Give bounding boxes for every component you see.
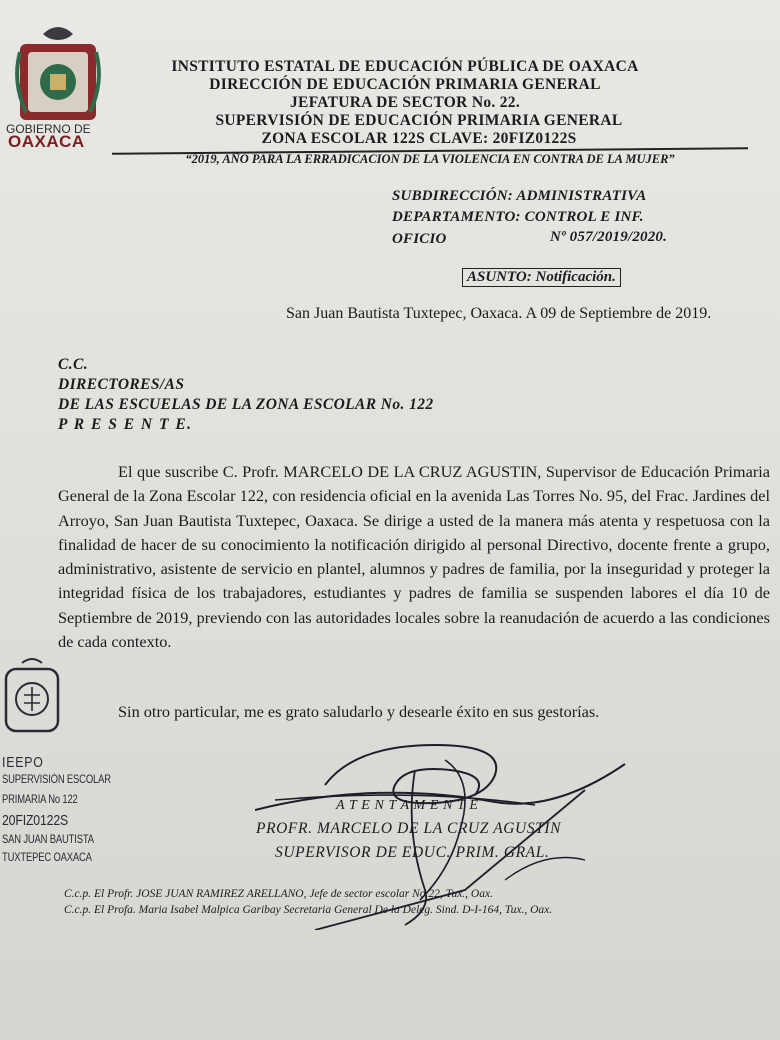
addressee-directors: DIRECTORES/AS bbox=[58, 376, 185, 393]
stamp-supervision: SUPERVISIÓN ESCOLAR bbox=[2, 774, 111, 786]
logo-label-oaxaca: OAXACA bbox=[8, 132, 85, 151]
stamp-ieepo: IEEPO bbox=[2, 754, 44, 771]
stamp-seal-icon bbox=[0, 655, 70, 755]
atentamente: A T E N T A M E N T E bbox=[336, 798, 479, 813]
oficio-number: Nº 057/2019/2020. bbox=[550, 229, 668, 245]
ccp-line-1: C.c.p. El Profr. JOSE JUAN RAMIREZ ARELLANO, Jefe de sector escolar No.22, Tux., Oax. bbox=[64, 888, 493, 900]
header-zone: ZONA ESCOLAR 122S CLAVE: 20FIZ0122S bbox=[261, 130, 577, 147]
ccp-line-2: C.c.p. El Profa. Maria Isabel Malpica Garibay Secretaria General De la Deleg. Sind. D-I-164, Tux., Oax. bbox=[64, 904, 553, 916]
logo-label-gobierno: GOBIERNO DE bbox=[6, 122, 91, 136]
oficio-label: OFICIO bbox=[392, 231, 447, 247]
stamp-tuxtepec: TUXTEPEC OAXACA bbox=[2, 852, 92, 864]
signer-title: SUPERVISOR DE EDUC. PRIM. GRAL. bbox=[275, 844, 550, 861]
letter-body: El que suscribe C. Profr. MARCELO DE LA CRUZ AGUSTIN, Supervisor de Educación Primaria General de la Zona Escolar 122, con residencia oficial en la avenida Las Torres No. 95, del Frac. Jardines del Arroyo, San Juan Bautista Tuxtepec, Oaxaca. Se dirige a usted de la manera más atenta y respetuosa con la finalidad de hacer de su conocimiento la notificación dirigido al personal Directivo, docente frente a grupo, administrativo, asistente de servicio en plantel, alumnos y padres de familia, por la inseguridad y proteger la integridad física de los trabajadores, estudiantes y padres de familia se suspenden labores el día 10 de Septiembre de 2019, previendo con las autoridades locales sobre la reanudación de acuerdo a las condiciones de cada contexto. bbox=[58, 462, 770, 652]
addressee-cc: C.C. bbox=[58, 356, 89, 373]
addressee-schools: DE LAS ESCUELAS DE LA ZONA ESCOLAR No. 122 bbox=[58, 396, 434, 413]
header-direction: DIRECCIÓN DE EDUCACIÓN PRIMARIA GENERAL bbox=[209, 76, 601, 93]
handwritten-signature-icon bbox=[255, 730, 635, 930]
departamento: DEPARTAMENTO: CONTROL E INF. bbox=[392, 209, 644, 225]
stamp-san-juan: SAN JUAN BAUTISTA bbox=[2, 834, 94, 846]
stamp-clave: 20FIZ0122S bbox=[2, 812, 69, 829]
header-supervision: SUPERVISIÓN DE EDUCACIÓN PRIMARIA GENERAL bbox=[215, 112, 623, 129]
subdireccion: SUBDIRECCIÓN: ADMINISTRATIVA bbox=[392, 188, 647, 204]
header-sector: JEFATURA DE SECTOR No. 22. bbox=[290, 94, 520, 111]
asunto-box: ASUNTO: Notificación. bbox=[462, 268, 621, 287]
stamp-primaria: PRIMARIA No 122 bbox=[2, 794, 78, 806]
place-date: San Juan Bautista Tuxtepec, Oaxaca. A 09 de Septiembre de 2019. bbox=[286, 305, 712, 322]
header-institute: INSTITUTO ESTATAL DE EDUCACIÓN PÚBLICA DE OAXACA bbox=[171, 58, 639, 75]
addressee-presente: P R E S E N T E. bbox=[58, 416, 193, 433]
signer-name: PROFR. MARCELO DE LA CRUZ AGUSTIN bbox=[256, 820, 562, 837]
closing-line: Sin otro particular, me es grato saludarlo y desearle éxito en sus gestorías. bbox=[118, 702, 600, 721]
year-motto: “2019, AÑO PARA LA ERRADICACION DE LA VIOLENCIA EN CONTRA DE LA MUJER” bbox=[185, 152, 675, 166]
